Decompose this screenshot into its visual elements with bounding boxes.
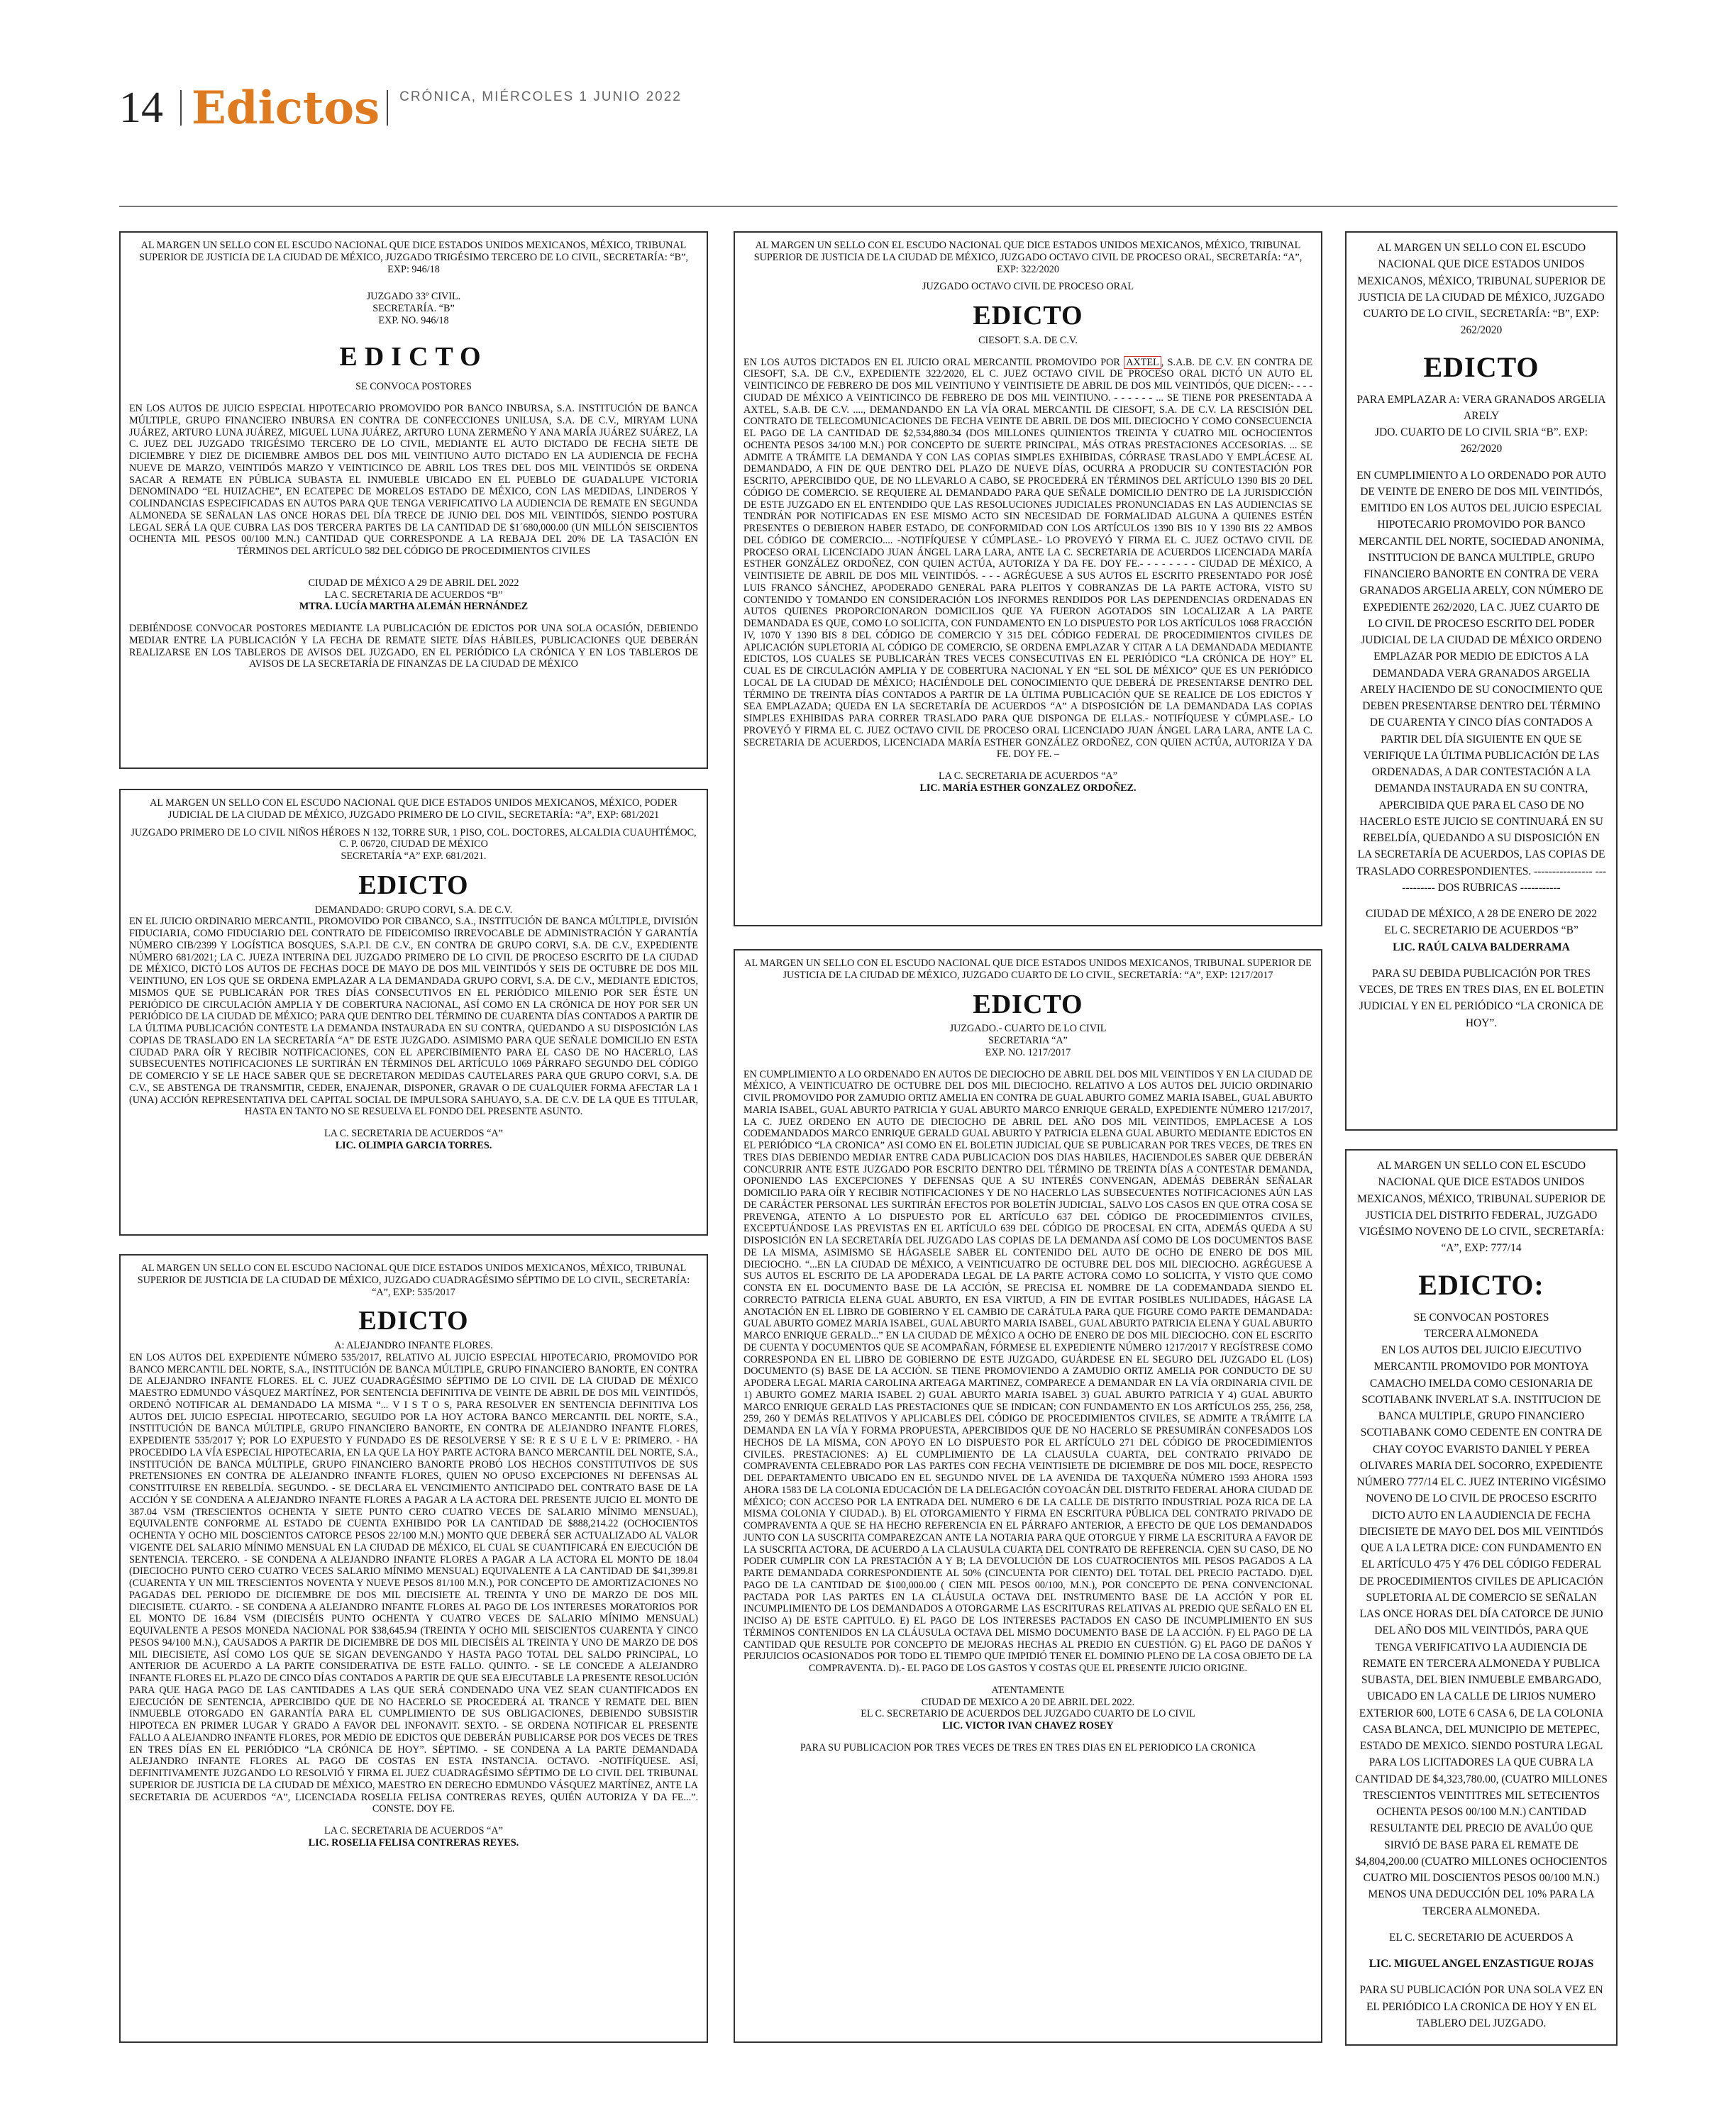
edicto-title: EDICTO — [1423, 350, 1539, 383]
edicto-title: EDICTO: — [1418, 1268, 1544, 1301]
axtel-link[interactable]: AXTEL — [1124, 356, 1161, 369]
edicto-body: EN LOS AUTOS DEL JUICIO EJECUTIVO MERCANTIL PROMOVIDO POR MONTOYA CAMACHO IMELDA COMO CESIONARIA DE SCOTIABANK INVERLAT S.A. INSTITUCION DE BANCA MULTIPLE, GRUPO FINANCIERO SCOTIABANK COMO CEDENTE EN CONTRA DE CHAY COYOC EVARISTO DANIEL Y PEREA OLIVARES MARIA DEL SOCORRO, EXPEDIENTE NÚMERO 777/14 EL C. JUEZ INTERINO VIGÉSIMO NOVENO DE LO CIVIL DE PROCESO ESCRITO DICTO AUTO EN LA AUDIENCIA DE FECHA DIECISIETE DE MAYO DEL DOS MIL VEINTIDÓS QUE A LA LETRA DICE: CON FUNDAMENTO EN EL ARTÍCULO 475 Y 476 DEL CÓDIGO FEDERAL DE PROCEDIMIENTOS CIVILES DE APLICACIÓN SUPLETORIA AL DE COMERCIO SE SEÑALAN LAS ONCE HORAS DEL DÍA CATORCE DE JUNIO DEL AÑO DOS MIL VEINTIDÓS, PARA QUE TENGA VERIFICATIVO LA AUDIENCIA DE REMATE EN TERCERA ALMONEDA Y PUBLICA SUBASTA, DEL BIEN INMUEBLE EMBARGADO, UBICADO EN LA CALLE DE LIRIOS NUMERO EXTERIOR 600, LOTE 6 CASA 6, DE LA COLONIA CASA BLANCA, DEL MUNICIPIO DE METEPEC, ESTADO DE MEXICO. SIENDO POSTURA LEGAL PARA LOS LICITADORES LA QUE CUBRA LA CANTIDAD DE $4,323,780.00, (CUATRO MILLONES TRESCIENTOS VEINTITRES MIL SETECIENTOS OCHENTA PESOS 00/100 M.N.) CANTIDAD RESULTANTE DEL PRECIO DE AVALÚO QUE SIRVIÓ DE BASE PARA EL REMATE DE $4,804,200.00 (CUATRO MILLONES OCHOCIENTOS CUATRO MIL DOSCIENTOS PESOS 00/100 M.N.) MENOS UNA DEDUCCIÓN DEL 10% PARA LA TERCERA ALMONEDA. — [1355, 1344, 1608, 1917]
edicto-exp: EXP. NO. 1217/2017 — [985, 1046, 1071, 1058]
edicto-body: EN LOS AUTOS DE JUICIO ESPECIAL HIPOTECARIO PROMOVIDO POR BANCO INBURSA, S.A. INSTITUCIÓN DE BANCA MÚLTIPLE, GRUPO FINANCIERO INBURSA EN CONTRA DE CONFECCIONES UNILUSA, S.A. DE C.V., MIRYAM LUNA JUÁREZ, ARTURO LUNA JUÁREZ, MIGUEL LUNA JUÁREZ, ARTURO LUNA ZERMEÑO Y ANA MARÍA JUÁREZ SUÁREZ, LA C. JUEZ DEL JUZGADO TRIGÉSIMO TERCERO DE LO CIVIL, MEDIANTE EL AUTO DICTADO DE FECHA SIETE DE DICIEMBRE Y DIEZ DE DICIEMBRE AMBOS DEL DOS MIL VEINTIUNO AUTO DICTADO EN LA AUDIENCIA DE FECHA NUEVE DE MARZO, VEINTIDÓS MARZO Y VEINTICINCO DE ABRIL LOS TRES DEL DOS MIL VEINTIDÓS SE ORDENA SACAR A REMATE EN PÚBLICA SUBASTA EL INMUEBLE UBICADO EN EL PUEBLO DE GUADALUPE VICTORIA DENOMINADO “EL HUIZACHE”, EN ECATEPEC DE MORELOS ESTADO DE MÉXICO, CON LAS MEDIDAS, LINDEROS Y COLINDANCIAS ESPECIFICADAS EN AUTOS PARA QUE TENGA VERIFICATIVO LA AUDIENCIA DE REMATE EN SEGUNDA ALMONEDA SE SEÑALAN LAS ONCE HORAS DEL DÍA TRECE DE JUNIO DEL DOS MIL VEINTIDÓS, SIENDO POSTURA LEGAL SERÁ LA QUE CUBRA LAS DOS TERCERA PARTES DE LA CANTIDAD DE $1´680,000.00 (UN MILLÓN SEISCIENTOS OCHENTA MIL PESOS 00/100 M.N.) CANTIDAD QUE CORRESPONDE A LA REBAJA DEL 20% DE LA TASACIÓN EN TÉRMINOS DEL ARTÍCULO 582 DEL CÓDIGO DE PROCEDIMIENTOS CIVILES — [129, 403, 698, 558]
edicto-date: CIUDAD DE MÉXICO A 29 DE ABRIL DEL 2022 — [308, 577, 519, 589]
edicto-535-2017 — [119, 1254, 708, 2043]
masthead — [119, 79, 682, 136]
edicto-body: EN LOS AUTOS DEL EXPEDIENTE NÚMERO 535/2017, RELATIVO AL JUICIO ESPECIAL HIPOTECARIO, PROMOVIDO POR BANCO MERCANTIL DEL NORTE, S.A., INSTITUCIÓN DE BANCA MÚLTIPLE, GRUPO FINANCIERO BANORTE, EN CONTRA DE ALEJANDRO INFANTE FLORES. EL C. JUEZ CUADRAGÉSIMO SÉPTIMO DE LO CIVIL DE LA CIUDAD DE MÉXICO MAESTRO EDMUNDO VÁSQUEZ MARTÍNEZ, POR SENTENCIA DEFINITIVA DE VEINTE DE ABRIL DE DOS MIL VEINTIDÓS, ORDENÓ NOTIFICAR AL DEMANDADO LA MISMA “... V I S T O S, PARA RESOLVER EN SENTENCIA DEFINITIVA LOS AUTOS DEL JUICIO ESPECIAL HIPOTECARIO, SEGUIDO POR LA HOY ACTORA BANCO MERCANTIL DEL NORTE, S.A., INSTITUCIÓN DE BANCA MÚLTIPLE, GRUPO FINANCIERO BANORTE, EN CONTRA DE ALEJANDRO INFANTE FLORES, EXPEDIENTE 535/2017 Y; POR LO EXPUESTO Y FUNDADO ES DE RESOLVERSE Y SE: R E S U E L V E: PRIMERO. - HA PROCEDIDO LA VÍA ESPECIAL HIPOTECARIA, EN LA QUE LA HOY PARTE ACTORA BANCO MERCANTIL DEL NORTE, S.A., INSTITUCIÓN DE BANCA MÚLTIPLE, GRUPO FINANCIERO BANORTE PROBÓ LOS HECHOS CONSTITUTIVOS DE SUS PRETENSIONES EN CONTRA DE ALEJANDRO INFANTE FLORES, QUIEN NO OPUSO EXCEPCIONES NI DEFENSAS AL CONSTITUIRSE EN REBELDÍA. SEGUNDO. - SE DECLARA EL VENCIMIENTO ANTICIPADO DEL CONTRATO BASE DE LA ACCIÓN Y SE CONDENA A ALEJANDRO INFANTE FLORES A PAGAR A LA ACTORA DEL PRESENTE JUICIO EL MONTO DE 387.04 VSM (TRESCIENTOS OCHENTA Y SIETE PUNTO CERO CUATRO VECES DE SALARIO MÍNIMO MENSUAL), EQUIVALENTE CONFORME AL ESTADO DE CUENTA EXHIBIDO POR LA CANTIDAD DE $888,214.22 (OCHOCIENTOS OCHENTA Y OCHO MIL DOSCIENTOS CATORCE PESOS 22/100 M.N.) MONTO QUE DEBERÁ SER ACTUALIZADO AL VALOR VIGENTE DEL SALARIO MÍNIMO MENSUAL EN LA CIUDAD DE MÉXICO, EL CUAL SE CUANTIFICARÁ EN EJECUCIÓN DE SENTENCIA. TERCERO. - SE CONDENA A ALEJANDRO INFANTE FLORES A PAGAR A LA ACTORA EL MONTO DE 18.04 (DIECIOCHO PUNTO CERO CUATRO VECES SALARIO MÍNIMO MENSUAL) EQUIVALENTE A LA CANTIDAD DE $41,399.81 (CUARENTA Y UN MIL TRESCIENTOS NOVENTA Y NUEVE PESOS 81/100 M.N.), POR CONCEPTO DE AMORTIZACIONES NO PAGADAS DEL PERIODO DE DICIEMBRE DE DOS MIL DIECISIETE AL TREINTA Y UNO DE MARZO DE DOS MIL DIECISIETE. CUARTO. - SE CONDENA A ALEJANDRO INFANTE FLORES AL PAGO DE LOS INTERESES MORATORIOS POR EL MONTO DE 16.84 VSM (DIECISÉIS PUNTO OCHENTA Y CUATRO VECES DE SALARIO MÍNIMO MENSUAL) EQUIVALENTE A PESOS MONEDA NACIONAL POR $38,645.94 (TREINTA Y OCHO MIL SEISCIENTOS CUARENTA Y CINCO PESOS 94/100 M.N.), CAUSADOS A PARTIR DE DICIEMBRE DE DOS MIL DIECISÉIS AL TREINTA Y UNO DE MARZO DE DOS MIL DIECISIETE, ASÍ COMO LOS QUE SE SIGAN DEVENGANDO Y HASTA PAGO TOTAL DEL SALDO PRINCIPAL, LO ANTERIOR DE ACUERDO A LA PARTE CONSIDERATIVA DE ESTE FALLO. QUINTO. - SE LE CONCEDE A ALEJANDRO INFANTE FLORES EL PLAZO DE CINCO DÍAS CONTADOS A PARTIR DE QUE SEA EJECUTABLE LA PRESENTE RESOLUCIÓN PARA QUE HAGA PAGO DE LAS CANTIDADES A LAS QUE SERÁ CONDENADO UNA VEZ SEAN CUANTIFICADOS EN EJECUCIÓN DE SENTENCIA, APERCIBIDO QUE DE NO HACERLO SE PROCEDERÁ AL TRANCE Y REMATE DEL BIEN INMUEBLE OTORGADO EN GARANTÍA PARA EL CUMPLIMIENTO DE SUS OBLIGACIONES, DEBIENDO SUBSISTIR HIPOTECA EN PRIMER LUGAR Y GRADO A FAVOR DEL INFONAVIT. SEXTO. - SE ORDENA NOTIFICAR EL PRESENTE FALLO A ALEJANDRO INFANTE FLORES, POR MEDIO DE EDICTOS QUE DEBERÁN PUBLICARSE POR DOS VECES DE TRES EN TRES DÍAS EN EL PERIÓDICO “LA CRÓNICA DE HOY”. SÉPTIMO. - SE CONDENA A LA PARTE DEMANDADA ALEJANDRO INFANTE FLORES AL PAGO DE COSTAS EN ESTA INSTANCIA. OCTAVO. -NOTIFÍQUESE. ASÍ, DEFINITIVAMENTE JUZGANDO LO RESOLVIÓ Y FIRMA EL JUEZ CUADRAGÉSIMO SÉPTIMO DE LO CIVIL DEL TRIBUNAL SUPERIOR DE JUSTICIA DE LA CIUDAD DE MÉXICO, MAESTRO EN DERECHO EDMUNDO VÁSQUEZ MARTÍNEZ, ANTE LA SECRETARIA DE ACUERDOS “A”, LICENCIADA ROSELIA FELISA CONTRERAS REYES, QUIÉN AUTORIZA Y DA FE...”. CONSTE. DOY FE. — [129, 1351, 698, 1815]
edicto-exp: EXP. NO. 946/18 — [378, 314, 449, 326]
edicto-header: AL MARGEN UN SELLO CON EL ESCUDO NACIONAL QUE DICE ESTADOS UNIDOS MEXICANOS, MÉXICO, PODER JUDICIAL DE LA CIUDAD DE MÉXICO, JUZGADO PRIMERO DE LO CIVIL, SECRETARÍA: “A”, EXP: 681/2021 — [150, 797, 678, 821]
edicto-date: CIUDAD DE MÉXICO, A 28 DE ENERO DE 2022 — [1366, 908, 1597, 920]
masthead-divider — [387, 90, 388, 126]
edicto-262-2020 — [1345, 231, 1618, 1131]
edicto-court: JUZGADO.- CUARTO DE LO CIVIL — [949, 1023, 1107, 1035]
edicto-946-18 — [119, 231, 708, 769]
edicto-title: EDICTO — [358, 870, 469, 900]
edicto-signer: LIC. MIGUEL ANGEL ENZASTIGUE ROJAS — [1369, 1958, 1594, 1970]
edicto-exp: SECRETARÍA “A” EXP. 681/2021. — [341, 850, 487, 862]
edicto-signer: LIC. RAÚL CALVA BALDERRAMA — [1393, 941, 1570, 953]
edicto-role: EL C. SECRETARIO DE ACUERDOS DEL JUZGADO CUARTO DE LO CIVIL — [861, 1708, 1195, 1720]
edicto-court: JUZGADO 33º CIVIL. — [366, 291, 461, 303]
edicto-subtitle: SE CONVOCAN POSTORES — [1413, 1311, 1549, 1324]
edicto-header: AL MARGEN UN SELLO CON EL ESCUDO NACIONAL QUE DICE ESTADOS UNIDOS MEXICANOS, MÉXICO, TRIBUNAL SUPERIOR DE JUSTICIA DE LA CIUDAD DE MÉXICO, JUZGADO CUADRAGÉSIMO SÉPTIMO DE LO CIVIL, SECRETARÍA: “A”, EXP: 535/2017 — [137, 1263, 690, 1298]
edicto-title: EDICTO — [339, 341, 488, 372]
edicto-subtitle-2: TERCERA ALMONEDA — [1424, 1327, 1539, 1340]
edicto-footer: PARA SU DEBIDA PUBLICACIÓN POR TRES VECES, DE TRES EN TRES DIAS, EN EL BOLETIN JUDICIAL Y EN EL PERIÓDICO “LA CRONICA DE HOY”. — [1359, 967, 1604, 1029]
edicto-body — [743, 357, 1312, 761]
edicto-681-2021 — [119, 789, 708, 1236]
edicto-body: EN CUMPLIMIENTO A LO ORDENADO EN AUTOS DE DIECIOCHO DE ABRIL DEL DOS MIL VEINTIDOS Y EN LA CIUDAD DE MÉXICO, A VEINTICUATRO DE OCTUBRE DEL DOS MIL DIECIOCHO. RELATIVO A LOS AUTOS DEL JUICIO ORDINARIO CIVIL PROMOVIDO POR ZAMUDIO ORTIZ AMELIA EN CONTRA DE GUAL ABURTO GOMEZ MARIA ISABEL, GUAL ABURTO MARIA ISABEL, GUAL ABURTO PATRICIA Y GUAL ABURTO MARCO ENRIQUE GERALD, EXPEDIENTE NÚMERO 1217/2017, LA C. JUEZ ORDENO EN AUTO DE DIECIOCHO DE ABRIL DEL AÑO DOS MIL VEINTIDOS, EMPLACESE A LOS CODEMANDADOS MARCO ENRIQUE GERALD GUAL ABURTO Y PATRICIA ELENA GUAL ABURTO MEDIANTE EDICTOS EN EL PERIÓDICO “LA CRONICA” ASI COMO EN EL BOLETIN JUDICIAL QUE SE PUBLICARAN POR TRES VECES, DE TRES EN TRES DIAS DEBIENDO MEDIAR ENTRE CADA PUBLICACION DOS DIAS HABILES, HACIENDOLES SABER QUE DEBERÁN CONCURRIR ANTE ESTE JUZGADO POR ESCRITO DENTRO DEL TÉRMINO DE TREINTA DÍAS A CONTESTAR DEMANDA, OPONIENDO LAS EXCEPCIONES Y DEFENSAS QUE A SU INTERÉS CONVENGAN, ADEMÁS DEBERÁN SEÑALAR DOMICILIO PARA OÍR Y RECIBIR NOTIFICACIONES Y DE NO HACERLO LAS SUBSECUENTES NOTIFICACIONES AÚN LAS DE CARÁCTER PERSONAL LES SURTIRÁN EFECTOS POR BOLETÍN JUDICIAL, SALVO LOS CASOS EN QUE OTRA COSA SE PREVENGA, ATENTO A LO DISPUESTO POR EL ARTÍCULO 637 DEL CÓDIGO DE PROCEDIMIENTOS CIVILES, EXCEPTUÁNDOSE LAS PREVISTAS EN EL ARTÍCULO 639 DEL CÓDIGO DE PROCESAL EN CITA, ADEMÁS QUEDA A SU DISPOSICIÓN EN LA SECRETARÍA DEL JUZGADO LAS COPIAS DE LA DEMANDA ASÍ COMO DE LOS DOCUMENTOS BASE DE LA MISMA, ASIMISMO SE HÁGASELE SABER EL CONTENIDO DEL AUTO DE OCHO DE ENERO DE DOS MIL DIECIOCHO. “...EN LA CIUDAD DE MÉXICO, A VEINTICUATRO DE OCTUBRE DEL DOS MIL DIECIOCHO. AGRÉGUESE A SUS AUTOS EL ESCRITO DE LA APODERADA LEGAL DE LA PARTE ACTORA COMO LO SOLICITA, Y VISTO QUE COMO CONSTA EN EL DOCUMENTO BASE DE LA ACCIÓN, SE PRECISA EL NOMBRE DE LA CODEMANDADA SIENDO EL CORRECTO PATRICIA ELENA GUAL ABURTO, EN ESA VIRTUD, A FIN DE EVITAR POSIBLES NULIDADES, HÁGASE LA ANOTACIÓN EN EL LIBRO DE GOBIERNO Y EL CAMBIO DE CARÁTULA PARA QUE FIGURE COMO PARTE DEMANDADA: GUAL ABURTO GOMEZ MARIA ISABEL, GUAL ABURTO MARIA ISABEL, GUAL ABURTO PATRICIA ELENA Y GUAL ABURTO MARCO ENRIQUE GERALD...” EN LA CIUDAD DE MÉXICO A OCHO DE ENERO DE DOS MIL DIECIOCHO. CON EL ESCRITO DE CUENTA Y DOCUMENTOS QUE SE ACOMPAÑAN, FÓRMESE EL EXPEDIENTE NÚMERO 1217/2017 Y REGÍSTRESE COMO CORRESPONDA EN EL LIBRO DE GOBIERNO DE ESTE JUZGADO, GUÁRDESE EN EL SEGURO DEL JUZGADO EL (LOS) DOCUMENTO (S) BASE DE LA ACCIÓN. SE TIENE PROMOVIENDO A ZAMUDIO ORTIZ AMELIA POR CONDUCTO DE SU APODERA LEGAL MARIA CAROLINA ARTEAGA MARTINEZ, COMPARECE A DEMANDAR EN LA VÍA ORDINARIA CIVIL DE 1) ABURTO GOMEZ MARIA ISABEL 2) GUAL ABURTO MARIA ISABEL 3) GUAL ABURTO PATRICIA Y 4) GUAL ABURTO MARCO ENRIQUE GERALD LAS PRESTACIONES QUE SE INDICAN; CON FUNDAMENTO EN LOS ARTÍCULOS 255, 256, 258, 259, 260 Y DEMÁS RELATIVOS Y APLICABLES DEL CÓDIGO DE PROCEDIMIENTOS CIVILES, SE ADMITE A TRÁMITE LA DEMANDA EN LA VÍA Y FORMA PROPUESTA, APERCIBIDOS QUE DE NO HACERLO SE PRESUMIRÁN CONFESADOS LOS HECHOS DE LA MISMA, CON APOYO EN LO DISPUESTO POR EL ARTÍCULO 271 DEL CÓDIGO DE PROCEDIMIENTOS CIVILES. PRESTACIONES: A) EL CUMPLIMIENTO DE LA CLAUSULA CUARTA, DEL CONTRATO PRIVADO DE COMPRAVENTA CELEBRADO POR LAS PARTES CON FECHA VEINTISIETE DE DICIEMBRE DE DOS MIL DOCE, RESPECTO DEL DEPARTAMENTO UBICADO EN EL SEGUNDO NIVEL DE LA AVENIDA DE TAXQUEÑA NÚMERO 1593 AHORA 1593 AHORA 1583 DE LA COLONIA EDUCACIÓN DE LA DELEGACIÓN COYOACÁN DEL DISTRITO FEDERAL AHORA CIUDAD DE MÉXICO; CON ACCESO POR LA ENTRADA DEL NUMERO 6 DE LA CALLE DE DISTRITO INDUSTRIAL POZA RICA DE LA MISMA COLONIA Y CIUDAD.). B) EL OTORGAMIENTO Y FIRMA EN ESCRITURA PÚBLICA DEL CONTRATO PRIVADO DE COMPRAVENTA A QUE SE HA HECHO REFERENCIA EN EL PÁRRAFO ANTERIOR, A EFECTO DE QUE LOS DEMANDADOS JUNTO CON LA SUSCRITA COMPAREZCAN ANTE LA NOTARIA PARA QUE OTORGUE Y FIRME LA ESCRITURA A FAVOR DE LA SUSCRITA ACTORA, DE ACUERDO A LA CLAUSULA CUARTA DEL CONTRATO DE REFERENCIA. C)EN SU CASO, DE NO PODER CUMPLIR CON LA PRESTACIÓN A Y B; LA DEVOLUCIÓN DE LOS CUATROCIENTOS MIL PESOS PAGADOS A LA PARTE DEMANDADA CORRESPONDIENTE AL 50% (CINCUENTA POR CIENTO) DEL TOTAL DEL PRECIO PACTADO. D)EL PAGO DE LA CANTIDAD DE $100,000.00 ( CIEN MIL PESOS 00/100, M.N.), POR CONCEPTO DE PENA CONVENCIONAL PACTADA POR LAS PARTES EN LA CLÁUSULA OCTAVA DEL INSTRUMENTO BASE DE LA ACCIÓN Y POR EL INCUMPLIMIENTO DE LOS DEMANDADOS A OTORGARME LAS ESCRITURAS RELATIVAS AL PREDIO QUE SEÑALO EN EL INCISO A) DE ESTE CAPITULO. E) EL PAGO DE LOS INTERESES PACTADOS EN CASO DE INCUMPLIMIENTO EN SUS TÉRMINOS CONTENIDOS EN LA CLÁUSULA OCTAVA DEL MISMO DOCUMENTO BASE DE LA ACCIÓN. F) EL PAGO DE LA CANTIDAD QUE RESULTE POR CONCEPTO DE MEJORAS HECHAS AL PREDIO EN CUESTIÓN. G) EL PAGO DE DAÑOS Y PERJUICIOS OCASIONADOS POR TODO EL TIEMPO QUE IMPIDIÓ TENER EL DOMINIO PLENO DE LA COSA OBJETO DE LA COMPRAVENTA. D).- EL PAGO DE LOS GASTOS Y COSTAS QUE EL PRESENTE JUICIO ORIGINE. — [743, 1068, 1312, 1675]
edicto-closing: ATENTAMENTE — [991, 1684, 1065, 1696]
edicto-title: EDICTO — [358, 1306, 469, 1336]
edicto-body: EN EL JUICIO ORDINARIO MERCANTIL, PROMOVIDO POR CIBANCO, S.A., INSTITUCIÓN DE BANCA MÚLTIPLE, DIVISIÓN FIDUCIARIA, COMO FIDUCIARIO DEL CONTRATO DE FIDEICOMISO IRREVOCABLE DE ADMINISTRACIÓN Y GARANTÍA NÚMERO CIB/2399 Y LOGÍSTICA BOSQUES, S.A.P.I. DE C.V., EN CONTRA DE GRUPO CORVI, S.A. DE C.V., EXPEDIENTE NÚMERO 681/2021; LA C. JUEZA INTERINA DEL JUZGADO PRIMERO DE LO CIVIL DE PROCESO ESCRITO DE LA CIUDAD DE MÉXICO, DICTÓ LOS AUTOS DE FECHAS DOCE DE MAYO DE DOS MIL VEINTIDÓS Y SEIS DE OCTUBRE DE DOS MIL VEINTIUNO, EN LOS QUE SE ORDENA EMPLAZAR A LA DEMANDADA GRUPO CORVI, S.A. DE C.V., MEDIANTE EDICTOS, MISMOS QUE SE PUBLICARÁN POR TRES DÍAS CONSECUTIVOS EN EL PERIÓDICO MILENIO POR SER ÉSTE UN PERIÓDICO DE CIRCULACIÓN AMPLIA Y DE COBERTURA NACIONAL, ASÍ COMO EN LA CRÓNICA DE HOY POR SER UN PERIÓDICO DE LA CIUDAD DE MÉXICO; PARA QUE DENTRO DEL TÉRMINO DE CUARENTA DÍAS CONTADOS A PARTIR DE LA ÚLTIMA PUBLICACIÓN CONTESTE LA DEMANDA INSTAURADA EN SU CONTRA, QUEDANDO A SU DISPOSICIÓN LAS COPIAS DE TRASLADO EN LA SECRETARÍA “A” DE ESTE JUZGADO. ASIMISMO PARA QUE SEÑALE DOMICILIO EN ESTA CIUDAD PARA OÍR Y RECIBIR NOTIFICACIONES, CON EL APERCIBIMIENTO PARA EL CASO DE NO HACERLO, LAS SUBSECUENTES NOTIFICACIONES LE SURTIRÁN EN TÉRMINOS DEL ARTÍCULO 1069 PÁRRAFO SEGUNDO DEL CÓDIGO DE COMERCIO Y SE LE HACE SABER QUE SE DECRETARON MEDIDAS CAUTELARES PARA QUE GRUPO CORVI, S.A. DE C.V., SE ABSTENGA DE TRANSMITIR, CEDER, ENAJENAR, DISPONER, GRAVAR O DE CUALQUIER FORMA AFECTAR LA 1 (UNA) ACCIÓN REPRESENTATIVA DEL CAPITAL SOCIAL DE IMPULSORA SAHUAYO, S.A. DE C.V. DE LA QUE ES TITULAR, HASTA EN TANTO NO SE RESUELVA EL FONDO DEL PRESENTE ASUNTO. — [129, 916, 698, 1118]
edicto-role: LA C. SECRETARIA DE ACUERDOS “A” — [324, 1825, 503, 1837]
edicto-recipient: A: ALEJANDRO INFANTE FLORES. — [334, 1340, 493, 1352]
masthead-divider — [180, 90, 182, 126]
edicto-signer: LIC. ROSELIA FELISA CONTRERAS REYES. — [308, 1836, 519, 1849]
edicto-role: LA C. SECRETARIA DE ACUERDOS “B” — [324, 589, 503, 601]
edicto-role: LA C. SECRETARIA DE ACUERDOS “A” — [324, 1128, 503, 1140]
edicto-intro: PARA EMPLAZAR A: VERA GRANADOS ARGELIA ARELY — [1356, 393, 1606, 422]
edicto-role: EL C. SECRETARIO DE ACUERDOS A — [1389, 1931, 1574, 1944]
section-title: Edictos — [192, 81, 380, 135]
edicto-header: AL MARGEN UN SELLO CON EL ESCUDO NACIONAL QUE DICE ESTADOS UNIDOS MEXICANOS, MÉXICO, TRIBUNAL SUPERIOR DE JUSTICIA DE LA CIUDAD DE MÉXICO, JUZGADO TRIGÉSIMO TERCERO DE LO CIVIL, SECRETARÍA: “B”, EXP: 946/18 — [139, 240, 688, 275]
dateline: CRÓNICA, MIÉRCOLES 1 JUNIO 2022 — [399, 89, 682, 104]
edicto-role: EL C. SECRETARIO DE ACUERDOS “B” — [1384, 924, 1579, 937]
edicto-footer: DEBIÉNDOSE CONVOCAR POSTORES MEDIANTE LA PUBLICACIÓN DE EDICTOS POR UNA SOLA OCASIÓN, DEBIENDO MEDIAR ENTRE LA PUBLICACIÓN Y LA FECHA DE REMATE SIETE DÍAS HÁBILES, PUBLICACIONES QUE DEBERÁN REALIZARSE EN LOS TABLEROS DE AVISOS DEL JUZGADO, EN EL PERIÓDICO LA CRÓNICA Y EN LOS TABLEROS DE AVISOS DE LA SECRETARÍA DE FINANZAS DE LA CIUDAD DE MÉXICO — [129, 623, 698, 670]
edicto-demandado: DEMANDADO: GRUPO CORVI, S.A. DE C.V. — [314, 904, 513, 916]
edicto-title: EDICTO — [973, 989, 1083, 1019]
edicto-date: CIUDAD DE MEXICO A 20 DE ABRIL DEL 2022. — [921, 1696, 1135, 1708]
edicto-role: LA C. SECRETARIA DE ACUERDOS “A” — [939, 770, 1117, 782]
edicto-header: AL MARGEN UN SELLO CON EL ESCUDO NACIONAL QUE DICE ESTADOS UNIDOS MEXICANOS, MÉXICO, TRIBUNAL SUPERIOR DE JUSTICIA DE LA CIUDAD DE MÉXICO, JUZGADO OCTAVO CIVIL DE PROCESO ORAL, SECRETARÍA: “A”, EXP: 322/2020 — [753, 240, 1303, 275]
edicto-322-2020 — [734, 231, 1322, 926]
edicto-court: JUZGADO OCTAVO CIVIL DE PROCESO ORAL — [922, 281, 1134, 293]
edicto-court: JDO. CUARTO DE LO CIVIL SRIA “B”. EXP: 262/2020 — [1374, 426, 1588, 455]
edicto-header: AL MARGEN UN SELLO CON EL ESCUDO NACIONAL QUE DICE ESTADOS UNIDOS MEXICANOS, TRIBUNAL SUPERIOR DE JUSTICIA DE LA CIUDAD DE MÉXICO, JUZGADO CUARTO DE LO CIVIL, SECRETARÍA: “A”, EXP: 1217/2017 — [744, 958, 1312, 981]
edicto-secretaria: SECRETARÍA. “B” — [372, 303, 455, 314]
page-number: 14 — [119, 83, 163, 132]
header-rule — [119, 206, 1618, 207]
edicto-court: JUZGADO PRIMERO DE LO CIVIL NIÑOS HÉROES N 132, TORRE SUR, 1 PISO, COL. DOCTORES, ALCALDIA CUAUHTÉMOC, C. P. 06720, CIUDAD DE MÉXICO — [131, 826, 697, 850]
edicto-secretaria: SECRETARIA “A” — [988, 1035, 1068, 1047]
edicto-subtitle: SE CONVOCA POSTORES — [355, 381, 472, 393]
edicto-signer: LIC. VICTOR IVAN CHAVEZ ROSEY — [942, 1720, 1114, 1732]
edicto-party: CIESOFT. S.A. DE C.V. — [978, 334, 1078, 346]
edicto-title: EDICTO — [973, 301, 1083, 331]
edicto-footer: PARA SU PUBLICACION POR TRES VECES DE TRES EN TRES DIAS EN EL PERIODICO LA CRONICA — [800, 1741, 1256, 1753]
edicto-body: EN CUMPLIMIENTO A LO ORDENADO POR AUTO DE VEINTE DE ENERO DE DOS MIL VEINTIDÓS, EMITIDO EN LOS AUTOS DEL JUICIO ESPECIAL HIPOTECARIO PROMOVIDO POR BANCO MERCANTIL DEL NORTE, SOCIEDAD ANONIMA, INSTITUCION DE BANCA MULTIPLE, GRUPO FINANCIERO BANORTE EN CONTRA DE VERA GRANADOS ARGELIA ARELY, CON NÚMERO DE EXPEDIENTE 262/2020, LA C. JUEZ CUARTO DE LO CIVIL DE PROCESO ESCRITO DEL PODER JUDICIAL DE LA CIUDAD DE MÉXICO ORDENO EMPLAZAR POR MEDIO DE EDICTOS A LA DEMANDADA VERA GRANADOS ARGELIA ARELY HACIENDO DE SU CONOCIMIENTO QUE DEBEN PRESENTARSE DENTRO DEL TÉRMINO DE CUARENTA Y CINCO DÍAS CONTADOS A PARTIR DEL DÍA SIGUIENTE EN QUE SE VERIFIQUE LA ÚLTIMA PUBLICACIÓN DE LAS ORDENADAS, A DAR CONTESTACIÓN A LA DEMANDA INSTAURADA EN SU CONTRA, APERCIBIDA QUE PARA EL CASO DE NO HACERLO ESTE JUICIO SE CONTINUARÁ EN SU REBELDÍA, QUEDANDO A SU DISPOSICIÓN EN LA SECRETARÍA DE ACUERDOS, LAS COPIAS DE TRASLADO CORRESPONDIENTES. ---------------- ------------ DOS RUBRICAS ----------- — [1356, 469, 1607, 894]
edicto-signer: MTRA. LUCÍA MARTHA ALEMÁN HERNÁNDEZ — [299, 601, 529, 613]
edicto-body-lead: EN LOS AUTOS DICTADOS EN EL JUICIO ORAL MERCANTIL PROMOVIDO POR — [743, 356, 1120, 368]
edicto-1217-2017 — [734, 949, 1322, 2043]
edicto-footer: PARA SU PUBLICACIÓN POR UNA SOLA VEZ EN EL PERIÓDICO LA CRONICA DE HOY Y EN EL TABLERO DEL JUZGADO. — [1359, 1984, 1603, 2029]
edicto-header: AL MARGEN UN SELLO CON EL ESCUDO NACIONAL QUE DICE ESTADOS UNIDOS MEXICANOS, MÉXICO, TRIBUNAL SUPERIOR DE JUSTICIA DEL DISTRITO FEDERAL, JUZGADO VIGÉSIMO NOVENO DE LO CIVIL, SECRETARÍA: “A”, EXP: 777/14 — [1357, 1160, 1605, 1255]
edicto-body-rest: , S.A.B. DE C.V. EN CONTRA DE CIESOFT, S.A. DE C.V., EXPEDIENTE 322/2020, EL C. JUEZ OCTAVO CIVIL DE PROCESO ORAL DICTÓ UN AUTO EL VEINTICINCO DE FEBRERO DE DOS MIL VEINTIUNO Y VEINTISIETE DE ABRIL DE DOS MIL VEINTIDÓS, QUE DICEN:- - - - CIUDAD DE MÉXICO A VEINTICINCO DE FEBRERO DE DOS MIL VEINTIUNO. - - - - - - ... SE TIENE POR PRESENTADA A AXTEL, S.A.B. DE C.V. ...., DEMANDANDO EN LA VÍA ORAL MERCANTIL DE CIESOFT, S.A. DE C.V. LA RESCISIÓN DEL CONTRATO DE TELECOMUNICACIONES DE FECHA VEINTE DE ABRIL DE DOS MIL DIECIOCHO Y COMO CONSECUENCIA EL PAGO DE LA CANTIDAD DE $2,534,880.34 (DOS MILLONES QUINIENTOS TREINTA Y CUATRO MIL OCHOCIENTOS OCHENTA PESOS 34/100 M.N.) POR CONCEPTO DE SUERTE PRINCIPAL, MÁS OTRAS PRESTACIONES ACCESORIAS. ... SE ADMITE A TRÁMITE LA DEMANDA Y CON LAS COPIAS SIMPLES EXHIBIDAS, CÓRRASE TRASLADO Y EMPLÁCESE AL DEMANDADO, A FIN DE QUE DENTRO DEL PLAZO DE NUEVE DÍAS, OCURRA A PRODUCIR SU CONTESTACIÓN POR ESCRITO, APERCIBIDO QUE, DE NO LLEVARLO A CABO, SE PROCEDERÁ EN TÉRMINOS DEL ARTÍCULO 1390 BIS 20 DEL CÓDIGO DE COMERCIO. SE REQUIERE AL DEMANDADO PARA QUE SEÑALE DOMICILIO DENTRO DE LA JURISDICCIÓN DE ESTE JUZGADO EN EL ENTENDIDO QUE LAS RESOLUCIONES JUDICIALES PRONUNCIADAS EN LAS AUDIENCIAS SE TENDRÁN POR NOTIFICADAS EN ESE MISMO ACTO SIN NECESIDAD DE FORMALIDAD ALGUNA A QUIENES ESTÉN PRESENTES O DEBIERON HABER ESTADO, DE CONFORMIDAD CON LOS ARTÍCULOS 1390 BIS 10 Y 1390 BIS 22 AMBOS DEL CÓDIGO DE COMERCIO.... -NOTIFÍQUESE Y CÚMPLASE.- LO PROVEYÓ Y FIRMA EL C. JUEZ OCTAVO CIVIL DE PROCESO ORAL LICENCIADO JUAN ÁNGEL LARA LARA, ANTE LA C. SECRETARIA DE ACUERDOS LICENCIADA MARÍA ESTHER GONZÁLEZ ORDOÑEZ, CON QUIEN ACTÚA, AUTORIZA Y DA FE. DOY FE.- - - - - - - - CIUDAD DE MÉXICO, A VEINTISIETE DE ABRIL DE DOS MIL VEINTIDÓS. - - - AGRÉGUESE A SUS AUTOS EL ESCRITO PRESENTADO POR JOSÉ LUIS FRANCO SÁNCHEZ, APODERADO GENERAL PARA PLEITOS Y COBRANZAS DE LA PARTE ACTORA, VISTO SU CONTENIDO Y TOMANDO EN CONSIDERACIÓN LOS INFORMES RENDIDOS POR LAS DEPENDENCIAS ORDENADAS EN AUTOS QUIENES PROPORCIONARON DOMICILIOS QUE YA FUERON AGOTADOS SIN LOCALIZAR A LA PARTE DEMANDADA ES QUE, COMO LO SOLICITA, CON FUNDAMENTO EN LO DISPUESTO POR LOS ARTÍCULOS 1068 FRACCIÓN IV, 1070 Y 1390 BIS 8 DEL CÓDIGO DE COMERCIO Y 315 DEL CÓDIGO FEDERAL DE PROCEDIMIENTOS CIVILES DE APLICACIÓN SUPLETORIA AL CÓDIGO DE COMERCIO, SE ORDENA EMPLAZAR Y CITAR A LA DEMANDADA MEDIANTE EDICTOS, LOS CUALES SE PUBLICARÁN TRES VECES CONSECUTIVAS EN EL PERIÓDICO “LA CRÓNICA DE HOY” EL CUAL ES DE CIRCULACIÓN AMPLIA Y DE COBERTURA NACIONAL Y EN “EL SOL DE MÉXICO” QUE ES UN PERIÓDICO LOCAL DE LA CIUDAD DE MÉXICO; HACIÉNDOLE DEL CONOCIMIENTO QUE DEBERÁ DE PRESENTARSE DENTRO DEL TÉRMINO DE TREINTA DÍAS CONTADOS A PARTIR DE LA ÚLTIMA PUBLICACIÓN QUE SE REALICE DE LOS EDICTOS Y SEA EMPLAZADA; QUEDA EN LA SECRETARÍA DE ACUERDOS “A” A DISPOSICIÓN DE LA DEMANDADA LAS COPIAS SIMPLES EXHIBIDAS PARA CORRER TRASLADO PARA QUE DISPONGA DE ELLAS.- NOTIFÍQUESE Y CÚMPLASE.- LO PROVEYÓ Y FIRMA EL C. JUEZ OCTAVO CIVIL DE PROCESO ORAL LICENCIADO JUAN ÁNGEL LARA LARA, ANTE LA C. SECRETARIA DE ACUERDOS, LICENCIADA MARÍA ESTHER GONZÁLEZ ORDOÑEZ, CON QUIEN ACTÚA, AUTORIZA Y DA FE. DOY FE. – — [743, 356, 1313, 760]
edicto-777-14 — [1345, 1149, 1618, 2046]
edicto-signer: LIC. MARÍA ESTHER GONZALEZ ORDOÑEZ. — [919, 782, 1137, 794]
edicto-signer: LIC. OLIMPIA GARCIA TORRES. — [335, 1139, 492, 1151]
edicto-header: AL MARGEN UN SELLO CON EL ESCUDO NACIONAL QUE DICE ESTADOS UNIDOS MEXICANOS, MÉXICO, TRIBUNAL SUPERIOR DE JUSTICIA DE LA CIUDAD DE MÉXICO, JUZGADO CUARTO DE LO CIVIL, SECRETARÍA: “B”, EXP: 262/2020 — [1357, 242, 1605, 337]
